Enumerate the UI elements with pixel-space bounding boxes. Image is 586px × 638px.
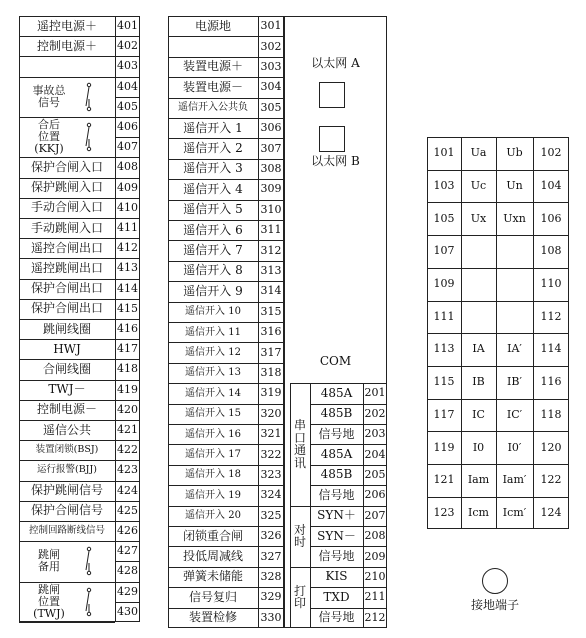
terminal-number: 417 xyxy=(117,342,138,356)
terminal-number: 323 xyxy=(260,467,282,481)
terminal-number: 402 xyxy=(117,39,138,53)
terminal-number: 320 xyxy=(260,406,282,420)
ethernet-a-label: 以太网 A xyxy=(311,56,360,71)
terminal-number: 407 xyxy=(117,140,138,154)
terminal-number: 306 xyxy=(260,121,282,135)
row-divider xyxy=(19,622,115,623)
com-terminal-label: 信号地 xyxy=(318,548,355,563)
ac-terminal-signal xyxy=(461,268,496,301)
terminal-label: 保护合闸出口 xyxy=(30,301,103,316)
com-terminal-number: 203 xyxy=(364,427,386,441)
terminal-number: 411 xyxy=(117,221,138,235)
terminal-number: 424 xyxy=(117,483,138,497)
terminal-label: 遥信开入 15 xyxy=(185,408,241,420)
terminal-number: 310 xyxy=(260,202,282,216)
terminal-label: 控制电源＋ xyxy=(36,38,97,53)
terminal-number: 315 xyxy=(260,304,282,318)
terminal-label: 手动跳闸入口 xyxy=(30,220,103,235)
com-terminal-number: 201 xyxy=(364,386,386,400)
ac-terminal-signal: IC xyxy=(472,407,485,421)
ac-terminal-signal: Uc xyxy=(470,178,487,192)
terminal-label: 遥信开入 2 xyxy=(183,140,243,155)
ac-terminal-number: 123 xyxy=(433,505,455,519)
ac-terminal-signal: I0′ xyxy=(507,440,522,454)
terminal-number: 307 xyxy=(260,141,282,155)
com-group-name-char: 时 xyxy=(293,535,306,550)
group-label-line: (TWJ) xyxy=(33,606,65,620)
ac-terminal-number: 112 xyxy=(540,309,562,323)
ac-terminal-number: 113 xyxy=(433,342,455,356)
group-label xyxy=(19,541,79,581)
ac-terminal-signal: Icm xyxy=(468,505,489,519)
terminal-label: 保护合闸入口 xyxy=(30,159,103,174)
terminal-number: 421 xyxy=(117,423,138,437)
group-label-line: 跳闸 xyxy=(38,582,60,596)
com-group-name xyxy=(290,567,310,628)
terminal-number: 406 xyxy=(117,120,138,134)
com-terminal-label: KIS xyxy=(325,569,348,584)
com-terminal-label: TXD xyxy=(323,589,350,604)
terminal-label: 遥信开入 8 xyxy=(183,263,243,278)
terminal-number: 316 xyxy=(260,325,282,339)
terminal-label: 装置闭锁(BSJ) xyxy=(35,444,99,456)
terminal-number: 428 xyxy=(117,564,138,578)
terminal-number: 426 xyxy=(117,524,138,538)
com-group-name xyxy=(290,383,310,505)
group-label xyxy=(19,582,79,622)
com-group-name-char: 串 xyxy=(293,418,306,433)
com-terminal-number: 211 xyxy=(364,590,386,604)
terminal-label: 手动合闸入口 xyxy=(30,200,103,215)
ac-terminal-number: 102 xyxy=(540,146,562,160)
terminal-label: 跳闸线圈 xyxy=(42,321,91,336)
ground-terminal-icon xyxy=(482,568,508,594)
group-label-line: 跳闸 xyxy=(38,548,60,562)
ac-terminal-signal xyxy=(461,301,496,334)
terminal-number: 304 xyxy=(260,80,282,94)
ac-terminal-signal xyxy=(461,235,496,268)
terminal-number: 403 xyxy=(117,59,138,73)
terminal-number: 318 xyxy=(260,365,282,379)
terminal-label: 遥信公共 xyxy=(42,422,91,437)
ethernet-b-label: 以太网 B xyxy=(311,154,360,169)
ac-terminal-signal: IA′ xyxy=(507,342,522,356)
terminal-label: 合闸线圈 xyxy=(42,361,91,376)
terminal-number: 409 xyxy=(117,180,138,194)
ac-terminal-number: 122 xyxy=(540,473,562,487)
ac-terminal-signal: Iam xyxy=(467,473,490,487)
terminal-label: 遥信开入 16 xyxy=(185,428,241,440)
terminal-number: 425 xyxy=(117,503,138,517)
com-terminal-label: SYN＋ xyxy=(317,508,356,523)
terminal-number: 322 xyxy=(260,447,282,461)
terminal-number: 313 xyxy=(260,263,282,277)
terminal-label: 遥信开入 10 xyxy=(185,306,241,318)
terminal-number: 324 xyxy=(260,488,282,502)
terminal-label: 电源地 xyxy=(194,18,231,33)
terminal-number: 423 xyxy=(117,463,138,477)
terminal-number: 410 xyxy=(117,200,138,214)
terminal-label: TWJ－ xyxy=(48,382,86,397)
terminal-label xyxy=(168,36,258,56)
ac-terminal-number: 119 xyxy=(433,440,455,454)
ac-terminal-number: 109 xyxy=(433,277,455,291)
ethernet-b-port-icon xyxy=(319,126,345,152)
ac-terminal-signal: Ux xyxy=(470,211,487,225)
ac-terminal-number: 115 xyxy=(433,375,455,389)
ac-terminal-number: 124 xyxy=(540,505,562,519)
ac-terminal-number: 110 xyxy=(540,277,562,291)
ac-terminal-signal: IC′ xyxy=(506,407,523,421)
terminal-number: 408 xyxy=(117,160,138,174)
terminal-label: HWJ xyxy=(53,341,81,356)
ac-terminal-number: 101 xyxy=(433,146,455,160)
terminal-number: 420 xyxy=(117,402,138,416)
com-terminal-number: 210 xyxy=(364,569,386,583)
terminal-number: 321 xyxy=(260,427,282,441)
ac-terminal-number: 111 xyxy=(433,309,455,323)
terminal-label: 遥信开入 1 xyxy=(183,120,243,135)
terminal-number: 416 xyxy=(117,322,138,336)
ac-terminal-number: 121 xyxy=(433,473,455,487)
terminal-label: 遥信开入 14 xyxy=(185,387,241,399)
terminal-number: 401 xyxy=(117,19,138,33)
terminal-number: 317 xyxy=(260,345,282,359)
ac-terminal-number: 116 xyxy=(540,375,562,389)
com-group-name-char: 打 xyxy=(293,583,306,598)
terminal-label: 保护合闸信号 xyxy=(30,503,103,518)
com-terminal-label: SYN－ xyxy=(317,528,356,543)
ac-terminal-signal xyxy=(496,235,533,268)
group-label-line: 信号 xyxy=(38,95,60,109)
ac-terminal-signal: Ua xyxy=(470,146,487,160)
terminal-label: 装置电源＋ xyxy=(182,59,243,74)
terminal-number: 422 xyxy=(117,443,138,457)
terminal-number: 415 xyxy=(117,301,138,315)
terminal-label xyxy=(19,56,115,76)
terminal-label: 遥控跳闸出口 xyxy=(30,260,103,275)
ac-terminal-number: 108 xyxy=(540,244,562,258)
terminal-number: 427 xyxy=(117,544,138,558)
terminal-number: 330 xyxy=(260,610,282,624)
terminal-label: 遥信开入 4 xyxy=(183,181,243,196)
ac-terminal-signal: Ub xyxy=(506,146,523,160)
ac-terminal-signal: Uxn xyxy=(503,211,526,225)
ac-terminal-signal: IB′ xyxy=(507,375,522,389)
terminal-number: 301 xyxy=(260,19,282,33)
switch-contact-icon xyxy=(82,545,96,577)
terminal-number: 413 xyxy=(117,261,138,275)
terminal-number: 303 xyxy=(260,59,282,73)
terminal-label: 装置检修 xyxy=(188,610,237,625)
terminal-label: 投低周减线 xyxy=(182,548,243,563)
ac-terminal-signal: I0 xyxy=(472,440,485,454)
terminal-label: 运行报警(BJJ) xyxy=(36,464,97,476)
switch-contact-icon xyxy=(82,81,96,113)
ac-terminal-number: 103 xyxy=(433,178,455,192)
com-group-name-char: 对 xyxy=(293,522,306,537)
ac-terminal-number: 118 xyxy=(540,407,562,421)
ac-terminal-signal: Icm′ xyxy=(502,505,527,519)
terminal-number: 302 xyxy=(260,39,282,53)
group-label-line: 事故总 xyxy=(32,83,66,97)
ac-terminal-signal xyxy=(496,301,533,334)
terminal-label: 遥控电源＋ xyxy=(36,18,97,33)
terminal-label: 遥信开入公共负 xyxy=(178,102,248,114)
terminal-label: 遥信开入 20 xyxy=(185,510,241,522)
group-label xyxy=(19,117,79,157)
ac-terminal-number: 107 xyxy=(433,244,455,258)
terminal-number: 418 xyxy=(117,362,138,376)
terminal-number: 329 xyxy=(260,590,282,604)
ac-terminal-signal: IA xyxy=(472,342,485,356)
com-label: COM xyxy=(319,354,352,369)
ac-terminal-signal: IB xyxy=(472,375,485,389)
terminal-label: 遥信开入 9 xyxy=(183,283,243,298)
com-group-name xyxy=(290,506,310,567)
terminal-label: 闭锁重合闸 xyxy=(182,528,243,543)
terminal-number: 308 xyxy=(260,161,282,175)
terminal-number: 325 xyxy=(260,508,282,522)
ac-terminal-number: 105 xyxy=(433,211,455,225)
terminal-label: 控制电源－ xyxy=(36,402,97,417)
switch-contact-icon xyxy=(82,586,96,618)
terminal-label: 遥信开入 12 xyxy=(185,347,241,359)
terminal-number: 414 xyxy=(117,281,138,295)
terminal-number: 327 xyxy=(260,549,282,563)
com-group-name-char: 口 xyxy=(293,430,306,445)
terminal-label: 遥信开入 17 xyxy=(185,449,241,461)
com-terminal-number: 205 xyxy=(364,467,386,481)
com-terminal-number: 207 xyxy=(364,508,386,522)
terminal-number: 405 xyxy=(117,99,138,113)
terminal-label: 遥信开入 6 xyxy=(183,222,243,237)
ac-terminal-signal: Un xyxy=(506,178,523,192)
terminal-number: 419 xyxy=(117,382,138,396)
terminal-label: 遥信开入 11 xyxy=(185,326,241,338)
terminal-number: 305 xyxy=(260,100,282,114)
com-terminal-number: 209 xyxy=(364,549,386,563)
terminal-number: 404 xyxy=(117,79,138,93)
com-terminal-label: 信号地 xyxy=(318,610,355,625)
com-terminal-label: 信号地 xyxy=(318,487,355,502)
terminal-label: 信号复归 xyxy=(188,589,237,604)
com-terminal-label: 485A xyxy=(320,446,353,461)
terminal-label: 遥信开入 5 xyxy=(183,202,243,217)
com-terminal-number: 206 xyxy=(364,488,386,502)
terminal-number: 312 xyxy=(260,243,282,257)
terminal-number: 314 xyxy=(260,284,282,298)
terminal-label: 遥信开入 7 xyxy=(183,242,243,257)
switch-contact-icon xyxy=(82,121,96,153)
com-group-name-char: 通 xyxy=(293,443,306,458)
terminal-number: 309 xyxy=(260,182,282,196)
com-terminal-number: 204 xyxy=(364,447,386,461)
terminal-label: 保护跳闸信号 xyxy=(30,483,103,498)
terminal-number: 311 xyxy=(260,223,282,237)
group-label-line: 合后 xyxy=(38,118,60,132)
terminal-label: 遥信开入 13 xyxy=(185,367,241,379)
group-label-line: 位置 xyxy=(38,594,60,608)
terminal-label: 保护跳闸入口 xyxy=(30,180,103,195)
terminal-number: 430 xyxy=(117,604,138,618)
ac-terminal-number: 117 xyxy=(433,407,455,421)
com-terminal-number: 202 xyxy=(364,406,386,420)
row-divider xyxy=(19,157,115,158)
ac-terminal-number: 106 xyxy=(540,211,562,225)
com-group-name-char: 讯 xyxy=(293,455,306,470)
com-group-name-char: 印 xyxy=(293,596,306,611)
com-terminal-number: 212 xyxy=(364,610,386,624)
terminal-number: 326 xyxy=(260,529,282,543)
terminal-label: 控制回路断线信号 xyxy=(28,524,105,536)
com-terminal-label: 信号地 xyxy=(318,426,355,441)
terminal-label: 弹簧未储能 xyxy=(182,569,243,584)
ac-terminal-signal: Iam′ xyxy=(502,473,527,487)
terminal-label: 装置电源－ xyxy=(182,79,243,94)
ac-terminal-number: 104 xyxy=(540,178,562,192)
com-terminal-label: 485B xyxy=(320,467,353,482)
group-label xyxy=(19,77,79,117)
group-label-line: 位置 xyxy=(38,130,60,144)
terminal-label: 遥信开入 19 xyxy=(185,489,241,501)
group-label-line: (KKJ) xyxy=(34,142,64,156)
group-label-line: 备用 xyxy=(38,560,60,574)
terminal-label: 遥信开入 18 xyxy=(185,469,241,481)
terminal-label: 遥信开入 3 xyxy=(183,161,243,176)
com-terminal-label: 485B xyxy=(320,406,353,421)
ethernet-a-port-icon xyxy=(319,82,345,108)
com-terminal-label: 485A xyxy=(320,385,353,400)
ground-terminal-label: 接地端子 xyxy=(470,598,519,613)
ac-terminal-number: 120 xyxy=(540,440,562,454)
ac-terminal-number: 114 xyxy=(540,342,562,356)
terminal-number: 319 xyxy=(260,386,282,400)
com-terminal-number: 208 xyxy=(364,529,386,543)
terminal-number: 412 xyxy=(117,241,138,255)
ac-terminal-signal xyxy=(496,268,533,301)
terminal-label: 保护合闸出口 xyxy=(30,281,103,296)
terminal-label: 遥控合闸出口 xyxy=(30,240,103,255)
terminal-number: 429 xyxy=(117,584,138,598)
terminal-number: 328 xyxy=(260,569,282,583)
